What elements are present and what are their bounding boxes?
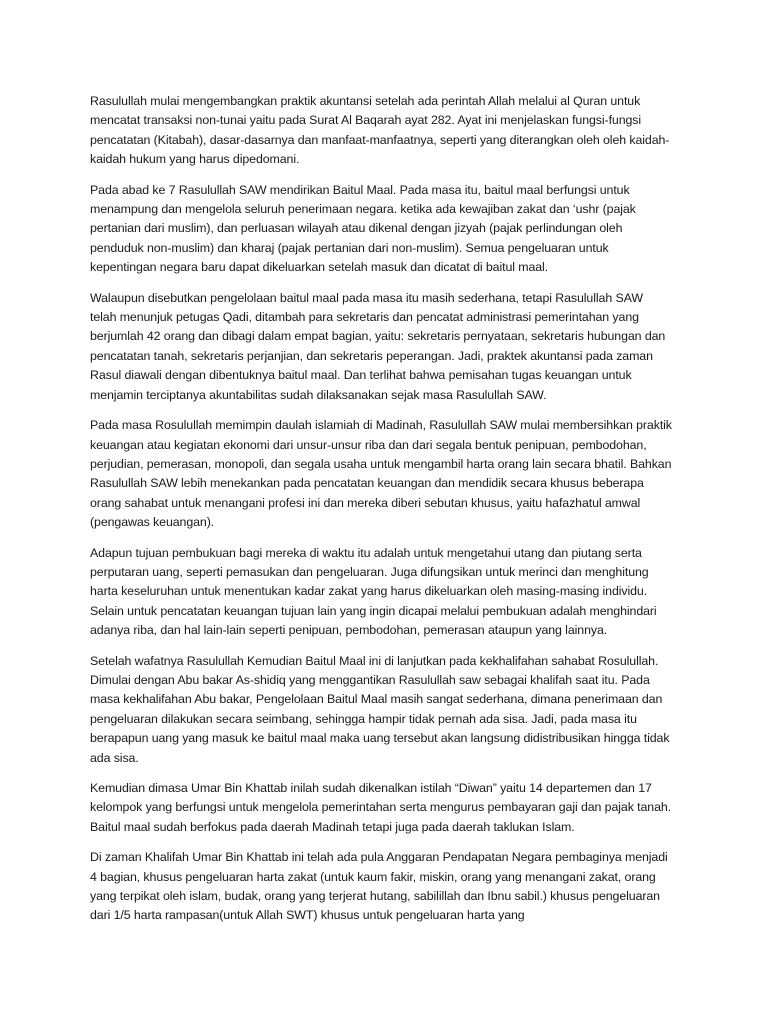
document-body [90,92,672,937]
paragraph-8: Di zaman Khalifah Umar Bin Khattab ini telah ada pula Anggaran Pendapatan Negara pembaginya menjadi 4 bagian, khusus pengeluaran harta zakat (untuk kaum fakir, miskin, orang yang menangani zakat, orang yang terpikat oleh islam, budak, orang yang terjerat hutang, sabilillah dan Ibnu sabil.) khusus pengeluaran dari 1/5 harta rampasan(untuk Allah SWT) khusus untuk pengeluaran harta yang [90,850,668,923]
paragraph-2: Pada abad ke 7 Rasulullah SAW mendirikan Baitul Maal. Pada masa itu, baitul maal berfungsi untuk menampung dan mengelola seluruh penerimaan negara. ketika ada kewajiban zakat dan ‘ushr (pajak pertanian dari muslim), dan perluasan wilayah atau dikenal dengan jizyah (pajak perlindungan oleh penduduk non-muslim) dan kharaj (pajak pertanian dari non-muslim). Semua pengeluaran untuk kepentingan negara baru dapat dikeluarkan setelah masuk dan dicatat di baitul maal. [90,182,636,275]
paragraph-1: Rasulullah mulai mengembangkan praktik akuntansi setelah ada perintah Allah melalui al Quran untuk mencatat transaksi non-tunai yaitu pada Surat Al Baqarah ayat 282. Ayat ini menjelaskan fungsi-fungsi pencatatan (Kitabah), dasar-dasarnya dan manfaat-manfaatnya, seperti yang diterangkan oleh oleh kaidah-kaidah hukum yang harus dipedomani. [90,94,670,167]
paragraph-5: Adapun tujuan pembukuan bagi mereka di waktu itu adalah untuk mengetahui utang dan piutang serta perputaran uang, seperti pemasukan dan pengeluaran. Juga difungsikan untuk merinci dan menghitung harta keseluruhan untuk menentukan kadar zakat yang harus dikeluarkan oleh masing-masing individu. Selain untuk pencatatan keuangan tujuan lain yang ingin dicapai melalui pembukuan adalah menghindari adanya riba, dan hal lain-lain seperti penipuan, pembodohan, pemerasan ataupun yang lainnya. [90,545,657,638]
paragraph-6: Setelah wafatnya Rasulullah Kemudian Baitul Maal ini di lanjutkan pada kekhalifahan sahabat Rosulullah. Dimulai dengan Abu bakar As-shidiq yang menggantikan Rasulullah saw sebagai khalifah saat itu. Pada masa kekhalifahan Abu bakar, Pengelolaan Baitul Maal masih sangat sederhana, dimana penerimaan dan pengeluaran dilakukan secara seimbang, sehingga hampir tidak pernah ada sisa. Jadi, pada masa itu berapapun uang yang masuk ke baitul maal maka uang tersebut akan langsung didistribusikan hingga tidak ada sisa. [90,653,670,765]
paragraph-3: Walaupun disebutkan pengelolaan baitul maal pada masa itu masih sederhana, tetapi Rasulullah SAW telah menunjuk petugas Qadi, ditambah para sekretaris dan pencatat administrasi pemerintahan yang berjumlah 42 orang dan dibagi dalam empat bagian, yaitu: sekretaris pernyataan, sekretaris hubungan dan pencatatan tanah, sekretaris perjanjian, dan sekretaris peperangan. Jadi, praktek akuntansi pada zaman Rasul diawali dengan dibentuknya baitul maal. Dan terlihat bahwa pemisahan tugas keuangan untuk menjamin terciptanya akuntabilitas sudah dilaksanakan sejak masa Rasulullah SAW. [90,290,666,402]
paragraph-7: Kemudian dimasa Umar Bin Khattab inilah sudah dikenalkan istilah “Diwan” yaitu 14 departemen dan 17 kelompok yang berfungsi untuk mengelola pemerintahan serta mengurus pembayaran gaji dan pajak tanah. Baitul maal sudah berfokus pada daerah Madinah tetapi juga pada daerah taklukan Islam. [90,781,671,834]
paragraph-4: Pada masa Rosulullah memimpin daulah islamiah di Madinah, Rasulullah SAW mulai membersihkan praktik keuangan atau kegiatan ekonomi dari unsur-unsur riba dan dari segala bentuk penipuan, pembodohan, perjudian, pemerasan, monopoli, dan segala usaha untuk mengambil harta orang lain secara bhatil. Bahkan Rasulullah SAW lebih menekankan pada pencatatan keuangan dan mendidik secara khusus beberapa orang sahabat untuk menangani profesi ini dan mereka diberi sebutan khusus, yaitu hafazhatul amwal (pengawas keuangan). [90,418,672,530]
